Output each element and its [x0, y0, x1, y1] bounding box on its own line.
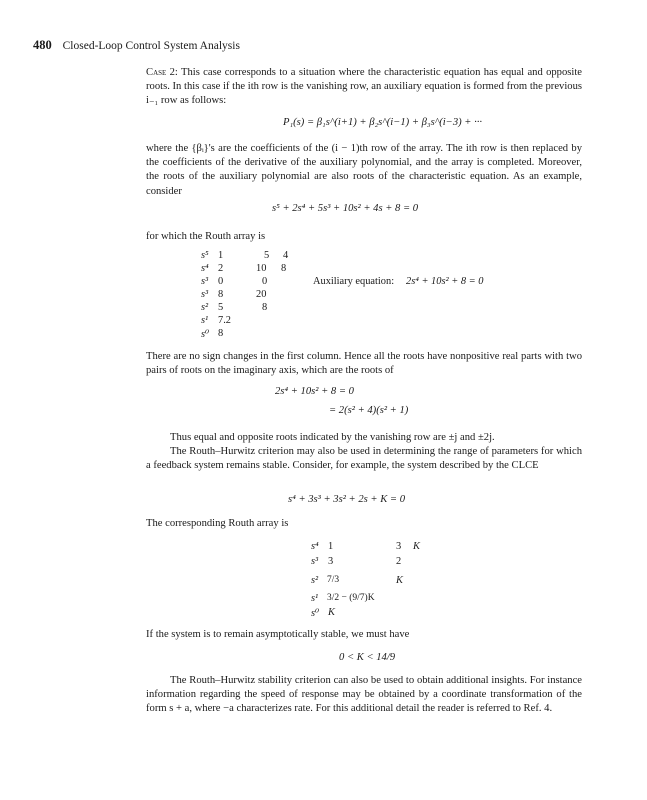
routh1-cell: 4: [283, 250, 289, 261]
auxiliary-label: Auxiliary equation:: [313, 276, 395, 287]
routh1-cell: 7.2: [218, 315, 231, 326]
routh2-cell: K: [413, 541, 420, 552]
auxiliary-equation: 2s⁴ + 10s² + 8 = 0: [406, 276, 484, 287]
paragraph-equal-opposite: Thus equal and opposite roots indicated by the vanishing row are ±j and ±2j.: [170, 432, 495, 443]
routh1-cell: 5: [264, 250, 270, 261]
routh2-cell: 3: [328, 556, 334, 567]
paragraph-routh-array-2-intro: The corresponding Routh array is: [146, 518, 289, 529]
routh1-power: s²: [201, 302, 209, 313]
paragraph-no-sign-changes: There are no sign changes in the first column. Hence all the roots have nonpositive real parts with two pairs of roots on the imaginary axis, which are the roots of: [146, 351, 582, 377]
routh1-power: s¹: [201, 315, 209, 326]
routh1-power: s⁰: [201, 329, 210, 340]
running-header: [33, 38, 240, 53]
routh1-cell: 8: [262, 302, 268, 313]
routh2-cell: 2: [396, 556, 402, 567]
routh2-power: s⁴: [311, 541, 319, 552]
routh1-cell: 1: [218, 250, 224, 261]
routh1-cell: 0: [218, 276, 224, 287]
routh2-cell: 7/3: [327, 575, 340, 585]
routh1-power: s³: [201, 289, 209, 300]
routh2-cell: 3: [396, 541, 402, 552]
equation-roots-2: = 2(s² + 4)(s² + 1): [329, 405, 409, 416]
equation-example: s⁵ + 2s⁴ + 5s³ + 10s² + 4s + 8 = 0: [272, 203, 419, 214]
routh1-cell: 0: [262, 276, 268, 287]
equation-auxiliary-general: P₁(s) = β₁s^(i+1) + β₂s^(i−1) + β₃s^(i−3) + ···: [283, 117, 483, 128]
case-label: Case 2:: [146, 67, 178, 78]
running-title: Closed-Loop Control System Analysis: [62, 40, 240, 52]
routh2-cell: 1: [328, 541, 334, 552]
routh1-cell: 10: [256, 263, 267, 274]
paragraph-coefficients: where the {βᵢ}'s are the coefficients of the (i − 1)th row of the array. The ith row is then replaced by the coefficients of the derivative of the auxiliary polynomial, and the array is completed. Moreover, the roots of the auxiliary polynomial are also roots of the characteristic equation. As an example, consider: [146, 143, 582, 197]
case-text: This case corresponds to a situation where the characteristic equation has equal and opposite roots. In this case if the ith row is the vanishing row, an auxiliary equation is formed from the previous i₋₁ row as follows:: [146, 67, 582, 107]
routh1-cell: 5: [218, 302, 224, 313]
paragraph-routh-intro: for which the Routh array is: [146, 231, 266, 242]
routh2-power: s²: [311, 575, 319, 586]
paragraph-additional-insights: The Routh–Hurwitz stability criterion can also be used to obtain additional insights. For instance information regarding the speed of response may be obtained by a coordinate transformation of the form s + a, where −a characterizes rate. For this additional detail the reader is referred to Ref. 4.: [146, 675, 582, 715]
routh2-power: s³: [311, 556, 319, 567]
routh2-cell: K: [328, 607, 335, 618]
routh1-power: s³: [201, 276, 209, 287]
paragraph-case2: [146, 66, 582, 109]
equation-stability-range: 0 < K < 14/9: [339, 652, 396, 663]
routh1-cell: 2: [218, 263, 224, 274]
routh1-cell: 8: [218, 289, 224, 300]
equation-clce: s⁴ + 3s³ + 3s² + 2s + K = 0: [288, 494, 406, 505]
paragraph-routh-hurwitz: The Routh–Hurwitz criterion may also be used in determining the range of parameters for which a feedback system remains stable. Consider, for example, the system described by the CLCE: [146, 446, 582, 472]
equation-roots-1: 2s⁴ + 10s² + 8 = 0: [275, 386, 354, 397]
routh2-cell: K: [396, 575, 403, 586]
routh2-cell: 3/2 − (9/7)K: [327, 593, 375, 603]
routh2-power: s⁰: [311, 608, 320, 619]
paragraph-asymptotic-stability: If the system is to remain asymptotically stable, we must have: [146, 629, 410, 640]
routh1-cell: 8: [218, 328, 224, 339]
routh2-power: s¹: [311, 593, 319, 604]
routh1-cell: 8: [281, 263, 287, 274]
routh1-power: s⁵: [201, 250, 209, 261]
page-number: 480: [33, 38, 52, 52]
routh1-cell: 20: [256, 289, 267, 300]
routh1-power: s⁴: [201, 263, 209, 274]
